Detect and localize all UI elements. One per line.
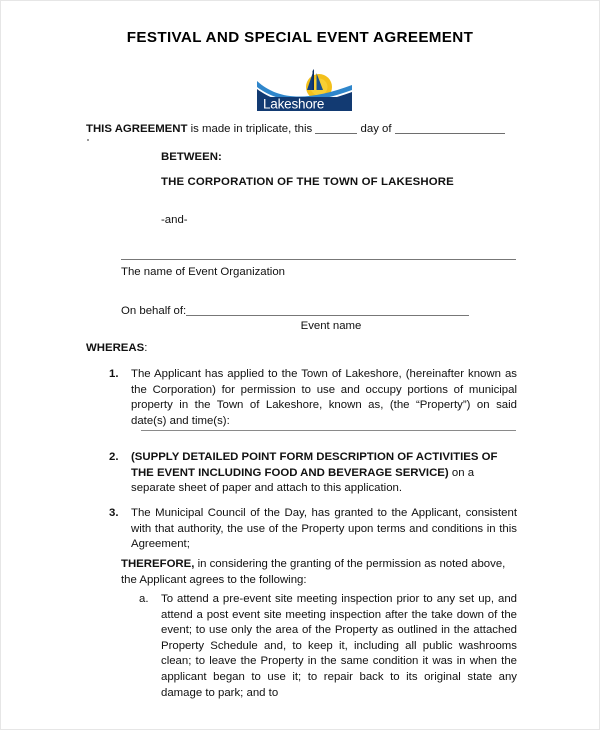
therefore-sub-item-a [139,592,517,701]
therefore-sub-item-a-letter: a. [139,593,149,605]
whereas-heading-text: WHEREAS [86,342,145,354]
whereas-item-2-bold-text: (SUPPLY DETAILED POINT FORM DESCRIPTION OF ACTIVITIES OF THE EVENT INCLUDING FOOD AND BEVERAGE SERVICE) [131,451,498,479]
lakeshore-logo-graphic [257,65,352,111]
on-behalf-of-line [121,304,469,320]
therefore-sub-item-a-text: To attend a pre-event site meeting inspection prior to any set up, and attend a post event site meeting inspection after the take down of the event; to use only the area of the Property as outlined in the attached Property Schedule and, to keep it, including all public washrooms clean; to leave the Property in the same condition it was in when the applicant began to use it; to repair back to its original state any damage to park; and to [161,593,517,699]
event-name-blank[interactable] [186,315,469,316]
whereas-item-1-text: The Applicant has applied to the Town of Lakeshore, (hereinafter known as the Corporation) for permission to use and occupy portions of municipal property in the Town of Lakeshore, known as, (the “Property”) on said date(s) and time(s): [131,368,517,427]
whereas-item-2-text: on a separate sheet of paper and attach to this application. [131,466,475,495]
therefore-text: in considering the granting of the permission as noted above, the Applicant agrees to the following: [121,558,506,586]
lakeshore-logo [257,65,352,111]
and-connector: -and- [161,214,188,226]
day-blank-field[interactable] [315,133,357,134]
party-one-name: THE CORPORATION OF THE TOWN OF LAKESHORE [161,176,454,188]
agreement-lead-bold: THIS AGREEMENT [86,123,188,135]
stray-mark [87,139,89,141]
therefore-lead-bold: THEREFORE, [121,558,195,570]
whereas-item-2-number: 2. [109,451,119,463]
organization-name-blank[interactable] [121,259,516,260]
whereas-item-3-text: The Municipal Council of the Day, has granted to the Applicant, consistent with that authority, the use of the Property upon terms and conditions in this Agreement; [131,507,517,551]
organization-name-label: The name of Event Organization [121,266,285,278]
whereas-item-1-number: 1. [109,368,119,380]
agreement-lead-rest-1: is made in triplicate, this [187,123,316,135]
whereas-item-3 [109,506,517,553]
whereas-heading [86,341,147,357]
whereas-heading-colon: : [144,342,148,354]
whereas-item-3-number: 3. [109,507,119,519]
therefore-paragraph [121,557,517,588]
whereas-item-2 [109,450,517,497]
event-name-label: Event name [300,320,362,332]
agreement-lead-line [86,122,516,138]
agreement-lead-rest-2: day of [357,123,395,135]
lakeshore-wordmark: Lakeshore [263,96,325,111]
between-label: BETWEEN: [161,151,222,163]
month-blank-field[interactable] [395,133,505,134]
whereas-item-1 [109,367,517,429]
page-title: FESTIVAL AND SPECIAL EVENT AGREEMENT [126,29,474,46]
dates-times-blank[interactable] [141,430,516,431]
on-behalf-of-label: On behalf of: [121,305,187,317]
